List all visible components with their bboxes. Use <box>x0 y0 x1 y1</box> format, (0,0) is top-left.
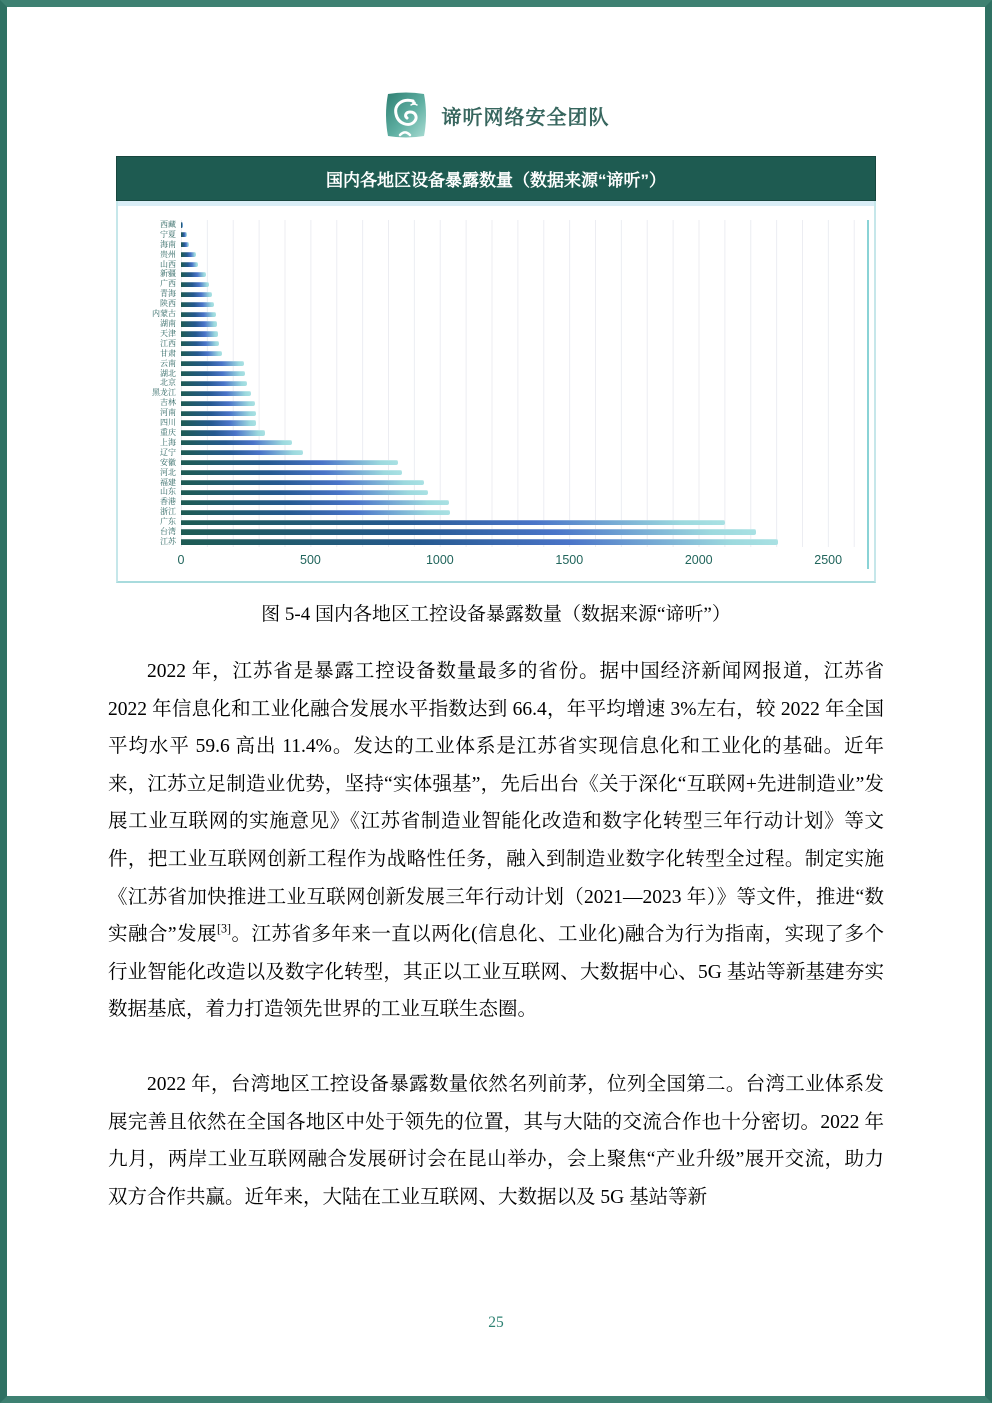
figure-caption: 图 5-4 国内各地区工控设备暴露数量（数据来源“谛听”） <box>261 604 731 625</box>
category-label: 陕西 <box>160 299 176 309</box>
chart-row <box>160 418 867 428</box>
chart-row <box>160 447 867 458</box>
bar <box>181 401 255 406</box>
chart-row <box>160 328 867 339</box>
category-label: 安徽 <box>160 457 176 467</box>
chart-row <box>160 299 867 309</box>
bar <box>181 351 222 356</box>
category-label: 西藏 <box>160 219 176 229</box>
bar <box>181 420 256 425</box>
category-label: 江西 <box>160 338 176 348</box>
bar <box>181 312 216 317</box>
bar <box>181 341 219 346</box>
category-label: 山西 <box>160 259 176 269</box>
category-label: 海南 <box>160 239 176 249</box>
paragraph1-rest: 。江苏省多年来一直以两化(信息化、工业化)融合为行为指南，实现了多个行业智能化改造以及数字化转型，其正以工业互联网、大数据中心、5G 基站等新基建夯实数据基底，着力打造领先世界的工业互联生态圈。 <box>108 924 884 1021</box>
bar <box>181 440 292 445</box>
chart-row <box>160 368 867 379</box>
chart-row <box>160 437 867 448</box>
bar <box>181 500 449 505</box>
chart-row <box>160 408 867 418</box>
chart-row <box>160 378 867 389</box>
bar <box>181 539 778 544</box>
bar <box>181 450 303 455</box>
chart-row <box>160 348 867 359</box>
chart-row <box>160 497 867 507</box>
x-tick-label: 2500 <box>814 553 843 567</box>
category-label: 浙江 <box>160 507 176 517</box>
x-tick-label: 1500 <box>555 553 584 567</box>
x-tick-label: 1000 <box>425 553 454 567</box>
category-label: 河南 <box>160 408 176 418</box>
chart-row <box>160 229 867 240</box>
body-paragraph-2: 2022 年，台湾地区工控设备暴露数量依然名列前茅，位列全国第二。台湾工业体系发展完善且依然在全国各地区中处于领先的位置，其与大陆的交流合作也十分密切。2022 年九月，两岸工业互联网融合发展研讨会在昆山举办，会上聚焦“产业升级”展开交流，助力双方合作共赢。近年来，大陆在工业互联网、大数据以及 5G 基站等新 <box>108 1073 884 1208</box>
x-axis <box>177 553 867 569</box>
bar <box>181 480 424 485</box>
x-tick-label: 0 <box>177 553 185 567</box>
bar <box>181 529 756 534</box>
bar <box>181 252 196 257</box>
chart-row <box>160 338 867 349</box>
category-label: 香港 <box>160 497 176 507</box>
category-label: 上海 <box>160 437 176 447</box>
bar <box>181 242 189 247</box>
category-label: 天津 <box>160 328 176 338</box>
bar <box>181 302 214 307</box>
category-label: 台湾 <box>160 527 176 537</box>
body-paragraph-1 <box>108 653 884 1029</box>
category-label: 内蒙古 <box>152 309 176 319</box>
bar <box>181 222 183 227</box>
category-label: 贵州 <box>160 249 176 259</box>
chart-row <box>160 467 867 478</box>
chart-row <box>160 279 867 289</box>
category-label: 广东 <box>160 517 176 527</box>
bar <box>181 371 245 376</box>
figure-5-4 <box>116 156 876 583</box>
bar <box>181 272 206 277</box>
chart-row <box>160 427 867 438</box>
chart-row <box>160 517 867 527</box>
bar <box>181 470 402 475</box>
chart-row <box>160 457 867 468</box>
chart-title: 国内各地区设备暴露数量（数据来源“谛听”） <box>326 171 666 190</box>
chart-header-strip <box>118 201 874 206</box>
bar <box>181 262 198 267</box>
chart-row <box>160 487 867 497</box>
bar <box>181 411 256 416</box>
category-label: 山东 <box>160 487 176 497</box>
category-label: 青海 <box>160 289 176 299</box>
chart-body <box>116 201 876 583</box>
bar <box>181 510 450 515</box>
plot-frame <box>152 219 869 569</box>
chart-row <box>160 527 867 537</box>
plot-area <box>152 219 867 547</box>
category-label: 辽宁 <box>160 447 176 457</box>
category-label: 湖北 <box>160 368 176 378</box>
category-label: 甘肃 <box>160 348 176 358</box>
bar <box>181 520 725 525</box>
bar <box>181 232 187 237</box>
bar <box>181 430 265 435</box>
page-header <box>7 91 985 139</box>
chart-row <box>160 507 867 517</box>
category-label: 宁夏 <box>160 229 176 239</box>
chart-row <box>160 259 867 270</box>
chart-row <box>160 319 867 329</box>
category-label: 云南 <box>160 358 176 368</box>
bar <box>181 321 217 326</box>
chart-title-bar <box>116 156 876 201</box>
category-label: 广西 <box>160 279 176 289</box>
chart-row <box>152 309 867 319</box>
category-label: 吉林 <box>160 398 176 408</box>
chart-row <box>160 477 867 488</box>
ditecting-seal-logo-icon <box>383 91 429 139</box>
category-label: 北京 <box>160 378 176 388</box>
chart-row <box>160 249 867 260</box>
bar <box>181 381 247 386</box>
category-label: 福建 <box>160 477 176 487</box>
page-number: 25 <box>488 1314 504 1331</box>
category-label: 新疆 <box>160 269 176 279</box>
chart-row <box>160 239 867 250</box>
category-label: 河北 <box>160 467 176 477</box>
bar <box>181 282 209 287</box>
category-label: 湖南 <box>160 319 176 329</box>
body-text <box>108 653 884 1216</box>
chart-row <box>160 398 867 408</box>
chart-row <box>152 388 867 398</box>
x-tick-label: 500 <box>299 553 321 567</box>
chart-row <box>160 358 867 369</box>
category-label: 黑龙江 <box>152 388 176 398</box>
chart-row <box>160 536 867 547</box>
bar <box>181 292 212 297</box>
chart-row <box>160 219 867 230</box>
chart-row <box>160 289 867 299</box>
bar <box>181 460 398 465</box>
team-name: 谛听网络安全团队 <box>441 106 610 129</box>
bar <box>181 361 244 366</box>
bar <box>181 331 218 336</box>
chart-row <box>160 269 867 280</box>
category-label: 江苏 <box>160 536 176 546</box>
paragraph1-main: 2022 年，江苏省是暴露工控设备数量最多的省份。据中国经济新闻网报道，江苏省 2022 年信息化和工业化融合发展水平指数达到 66.4，年平均增速 3%左右，较 2022 年全国平均水平 59.6 高出 11.4%。发达的工业体系是江苏省实现信息化和工业化的基础。近年来，江苏立足制造业优势，坚持“实体强基”，先后出台《关于深化“互联网+先进制造业”发展工业互联网的实施意见》《江苏省制造业智能化改造和数字化转型三年行动计划》等文件，把工业互联网创新工程作为战略性任务，融入到制造业数字化转型全过程。制定实施《江苏省加快推进工业互联网创新发展三年行动计划（2021—2023 年）》等文件，推进“数实融合”发展 <box>108 661 884 946</box>
category-label: 四川 <box>160 418 176 428</box>
bar <box>181 490 428 495</box>
category-label: 重庆 <box>160 427 176 437</box>
footnote-ref-3: [3] <box>216 921 232 936</box>
x-tick-label: 2000 <box>684 553 713 567</box>
bar <box>181 391 251 396</box>
